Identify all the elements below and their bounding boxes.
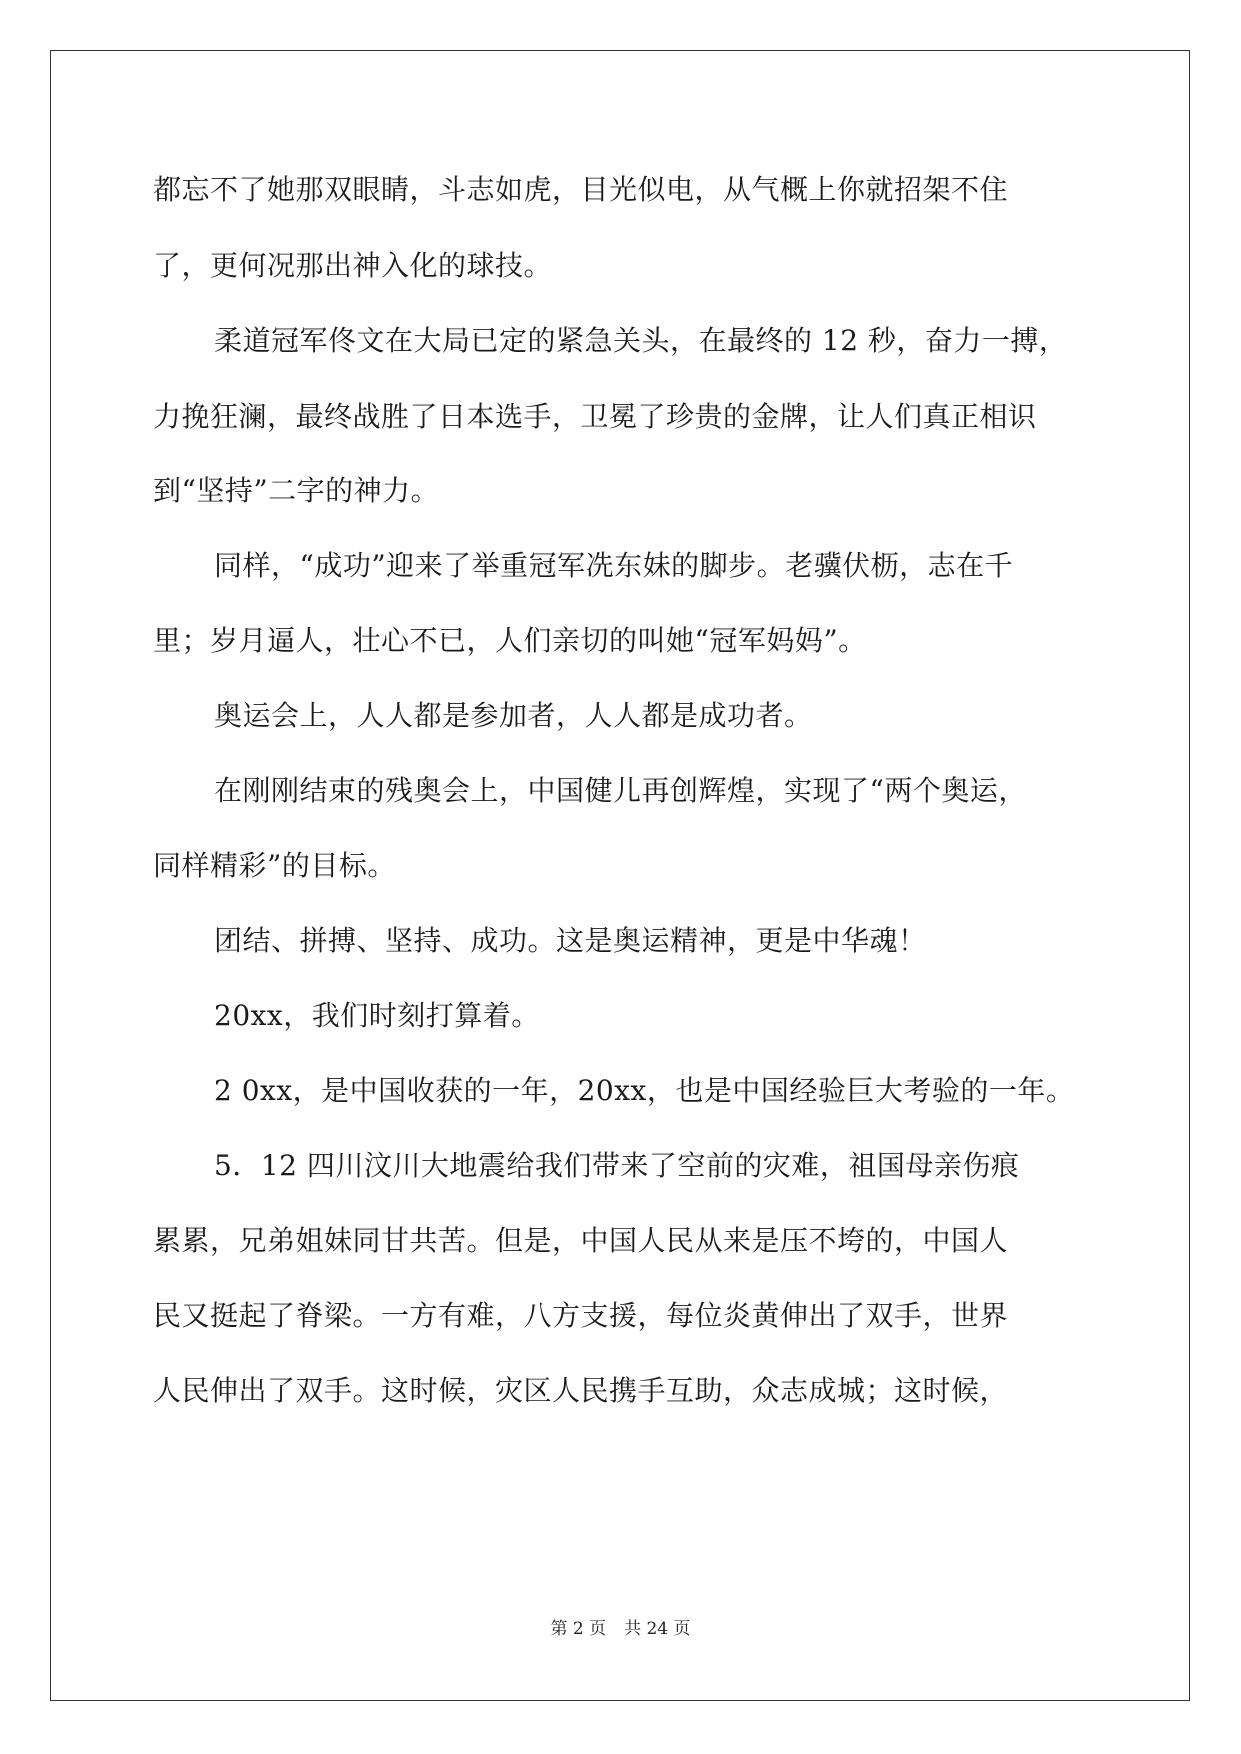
text-line: 到“坚持”二字的神力。 <box>153 474 440 507</box>
paragraph-line: 20xx，我们时刻打算着。 <box>214 999 540 1032</box>
paragraph-line: 5．12 四川汶川大地震给我们带来了空前的灾难，祖国母亲伤痕 <box>214 1149 1020 1182</box>
paragraph-line: 2 0xx，是中国收获的一年，20xx，也是中国经验巨大考验的一年。 <box>214 1074 1075 1107</box>
text-line: 都忘不了她那双眼睛，斗志如虎，目光似电，从气概上你就招架不住 <box>153 173 1009 206</box>
text-line: 里；岁月逼人，壮心不已，人们亲切的叫她“冠军妈妈”。 <box>153 624 867 657</box>
paragraph-line: 在刚刚结束的残奥会上，中国健儿再创辉煌，实现了“两个奥运， <box>214 774 1027 807</box>
paragraph-line: 团结、拼搏、坚持、成功。这是奥运精神，更是中华魂！ <box>214 924 927 957</box>
paragraph-line: 奥运会上，人人都是参加者，人人都是成功者。 <box>214 699 813 732</box>
paragraph-line: 同样，“成功”迎来了举重冠军冼东妹的脚步。老骥伏枥，志在千 <box>214 549 1014 582</box>
text-line: 了，更何况那出神入化的球技。 <box>153 249 553 282</box>
paragraph-line: 柔道冠军佟文在大局已定的紧急关头，在最终的 12 秒，奋力一搏， <box>214 324 1068 357</box>
page-footer <box>0 1617 1241 1641</box>
text-line: 力挽狂澜，最终战胜了日本选手，卫冕了珍贵的金牌，让人们真正相识 <box>153 400 1037 433</box>
text-line: 人民伸出了双手。这时候，灾区人民携手互助，众志成城；这时候， <box>153 1374 1009 1407</box>
page-total: 共 24 页 <box>624 1619 691 1639</box>
page-number: 第 2 页 <box>550 1619 607 1639</box>
text-line: 同样精彩”的目标。 <box>153 849 396 882</box>
text-line: 累累，兄弟姐妹同甘共苦。但是，中国人民从来是压不垮的，中国人 <box>153 1224 1009 1257</box>
text-line: 民又挺起了脊梁。一方有难，八方支援，每位炎黄伸出了双手，世界 <box>153 1299 1009 1332</box>
